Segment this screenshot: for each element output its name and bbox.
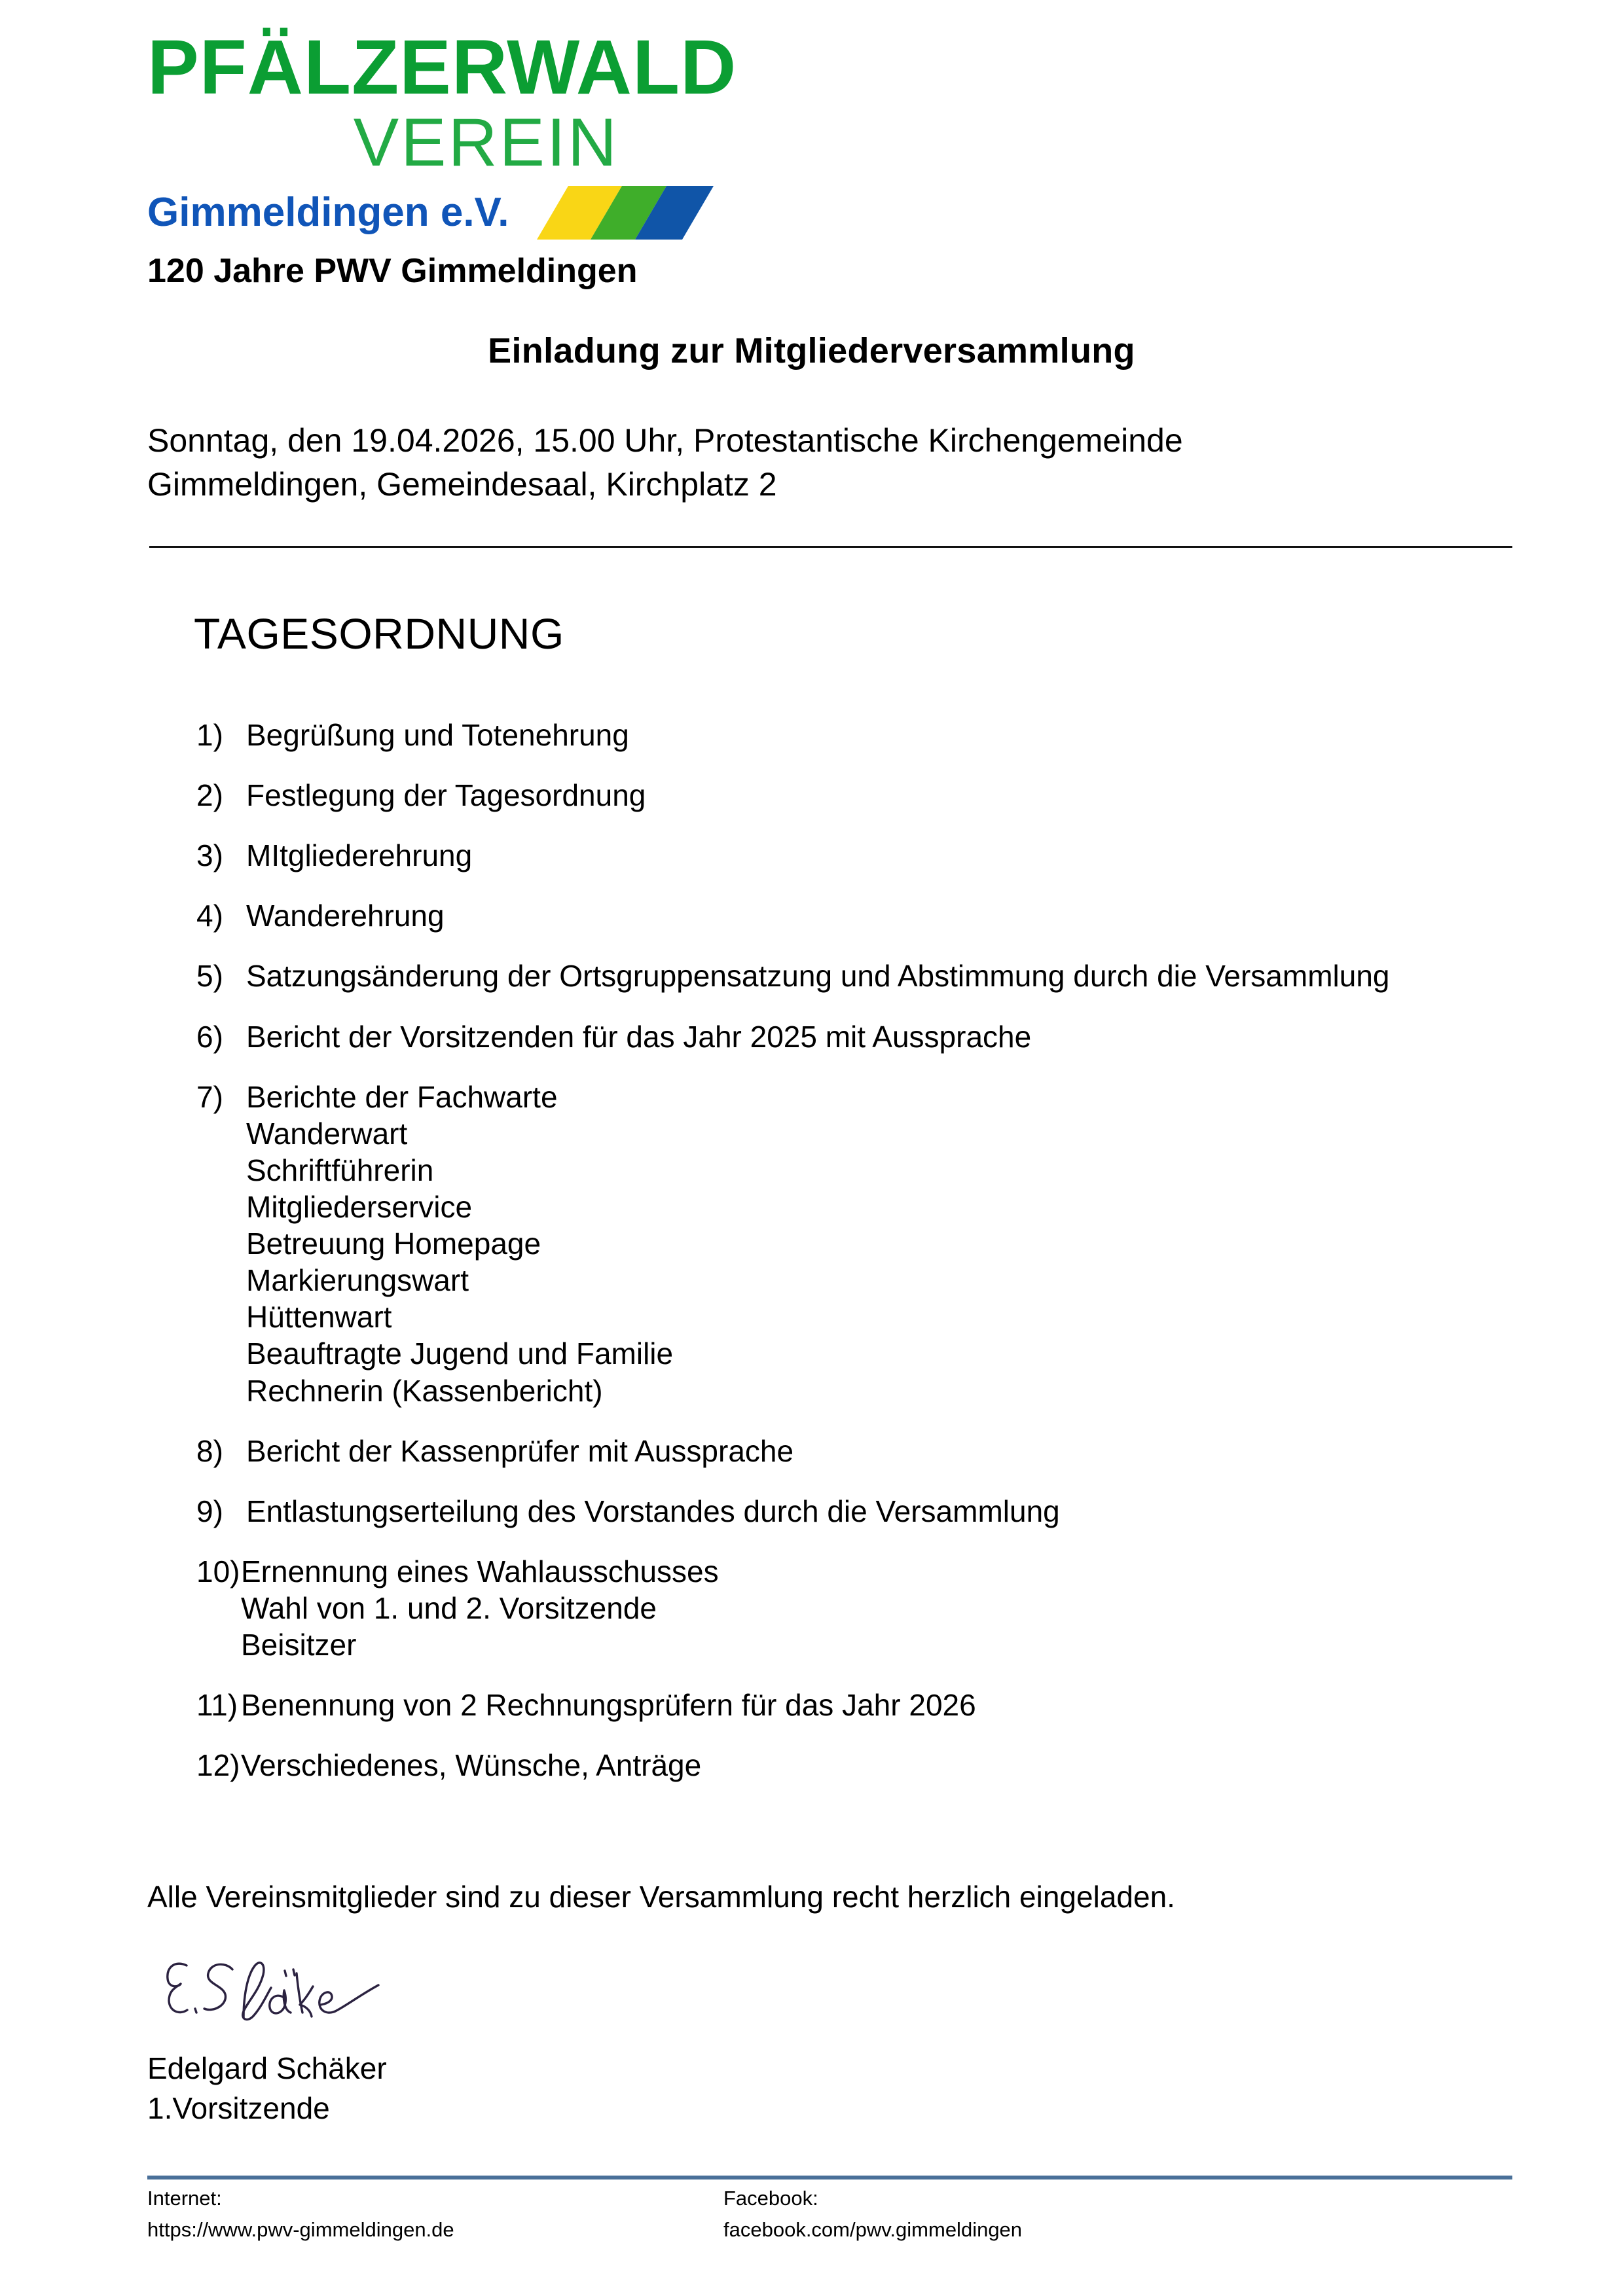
agenda-item-number: 7)	[196, 1079, 223, 1114]
agenda-subitem: Beisitzer	[241, 1628, 357, 1662]
agenda-item-number: 5)	[196, 959, 223, 994]
footer-internet-block	[147, 2183, 723, 2246]
signer-block	[147, 2049, 387, 2128]
meeting-details-line-2: Gimmeldingen, Gemeindesaal, Kirchplatz 2	[147, 465, 777, 503]
signer-name: Edelgard Schäker	[147, 2051, 387, 2085]
club-logo	[147, 24, 841, 290]
agenda-heading: TAGESORDNUNG	[194, 609, 564, 658]
agenda-subitem: Wahl von 1. und 2. Vorsitzende	[241, 1590, 657, 1625]
agenda-item-body	[241, 1553, 1512, 1663]
agenda-item-number: 3)	[196, 838, 223, 873]
logo-bottom-row	[147, 187, 841, 250]
footer-internet-label: Internet:	[147, 2187, 222, 2210]
logo-line-gimmeldingen: Gimmeldingen e.V.	[147, 190, 509, 235]
agenda-item-number: 6)	[196, 1019, 223, 1054]
agenda-item	[196, 837, 1512, 874]
agenda-item-number: 8)	[196, 1433, 223, 1468]
agenda-item-number: 1)	[196, 718, 223, 752]
agenda-subitem: Beauftragte Jugend und Familie	[246, 1336, 674, 1371]
agenda-item-body	[246, 1493, 1512, 1530]
agenda-item-body	[246, 958, 1512, 994]
agenda-subitem: Rechnerin (Kassenbericht)	[246, 1373, 603, 1408]
agenda-item-number: 9)	[196, 1494, 223, 1528]
agenda-item	[196, 1747, 1512, 1784]
meeting-details-line-1: Sonntag, den 19.04.2026, 15.00 Uhr, Protestantische Kirchengemeinde	[147, 422, 1183, 459]
agenda-subitem: Hüttenwart	[246, 1300, 392, 1335]
agenda-item-body	[246, 777, 1512, 814]
footer-internet-url[interactable]: https://www.pwv-gimmeldingen.de	[147, 2218, 454, 2242]
agenda-item-label: Verschiedenes, Wünsche, Anträge	[241, 1748, 702, 1783]
agenda-list	[196, 717, 1512, 1807]
meeting-details	[147, 419, 1509, 506]
page-footer	[147, 2183, 1512, 2246]
signer-role: 1.Vorsitzende	[147, 2090, 330, 2125]
agenda-item-number: 2)	[196, 778, 223, 813]
agenda-subitem: Schriftführerin	[246, 1153, 434, 1187]
anniversary-subtitle: 120 Jahre PWV Gimmeldingen	[147, 252, 638, 290]
logo-line-verein: VEREIN	[353, 105, 619, 181]
agenda-item-label: Festlegung der Tagesordnung	[246, 778, 646, 813]
agenda-item-label: Ernennung eines Wahlausschusses	[241, 1554, 719, 1588]
agenda-item-body	[246, 1079, 1512, 1409]
closing-statement: Alle Vereinsmitglieder sind zu dieser Versammlung recht herzlich eingeladen.	[147, 1880, 1175, 1914]
agenda-item	[196, 777, 1512, 814]
agenda-item-body	[241, 1687, 1512, 1723]
agenda-item-number: 10)	[196, 1554, 240, 1588]
agenda-subitem: Markierungswart	[246, 1263, 469, 1298]
agenda-item-number: 11)	[196, 1688, 238, 1723]
agenda-item-number: 12)	[196, 1748, 240, 1783]
agenda-item-body	[246, 1433, 1512, 1469]
agenda-item	[196, 958, 1512, 994]
logo-line-pfaelzerwald: PFÄLZERWALD	[147, 24, 737, 111]
handwritten-signature	[145, 1947, 433, 2039]
agenda-item	[196, 1687, 1512, 1723]
agenda-item	[196, 1018, 1512, 1055]
agenda-item	[196, 717, 1512, 753]
agenda-item-label: Wanderehrung	[246, 899, 445, 933]
agenda-item-number: 4)	[196, 899, 223, 933]
footer-facebook-url[interactable]: facebook.com/pwv.gimmeldingen	[723, 2218, 1023, 2242]
agenda-item-body	[246, 837, 1512, 874]
footer-divider	[147, 2176, 1512, 2179]
agenda-item	[196, 1433, 1512, 1469]
agenda-item-label: Berichte der Fachwarte	[246, 1079, 558, 1114]
agenda-subitem: Wanderwart	[246, 1116, 408, 1151]
tricolor-stripe-icon	[537, 186, 714, 240]
agenda-item-label: MItgliederehrung	[246, 838, 473, 873]
agenda-item-label: Entlastungserteilung des Vorstandes durch die Versammlung	[246, 1494, 1060, 1528]
agenda-item-label: Bericht der Kassenprüfer mit Aussprache	[246, 1433, 794, 1468]
page-title: Einladung zur Mitgliederversammlung	[488, 331, 1135, 370]
agenda-item	[196, 897, 1512, 934]
header-divider	[149, 546, 1512, 548]
agenda-item-body	[241, 1747, 1512, 1784]
agenda-subitem: Betreuung Homepage	[246, 1227, 541, 1261]
agenda-item-body	[246, 1018, 1512, 1055]
agenda-item-body	[246, 717, 1512, 753]
footer-facebook-label: Facebook:	[723, 2187, 818, 2210]
agenda-item-label: Benennung von 2 Rechnungsprüfern für das Jahr 2026	[241, 1688, 976, 1723]
agenda-item	[196, 1079, 1512, 1409]
agenda-item	[196, 1493, 1512, 1530]
agenda-item-label: Bericht der Vorsitzenden für das Jahr 2025 mit Aussprache	[246, 1019, 1032, 1054]
agenda-subitem: Mitgliederservice	[246, 1189, 473, 1224]
agenda-item-label: Begrüßung und Totenehrung	[246, 718, 629, 752]
agenda-item	[196, 1553, 1512, 1663]
agenda-item-body	[246, 897, 1512, 934]
footer-facebook-block	[723, 2183, 1313, 2246]
agenda-item-label: Satzungsänderung der Ortsgruppensatzung und Abstimmung durch die Versammlung	[246, 959, 1390, 994]
